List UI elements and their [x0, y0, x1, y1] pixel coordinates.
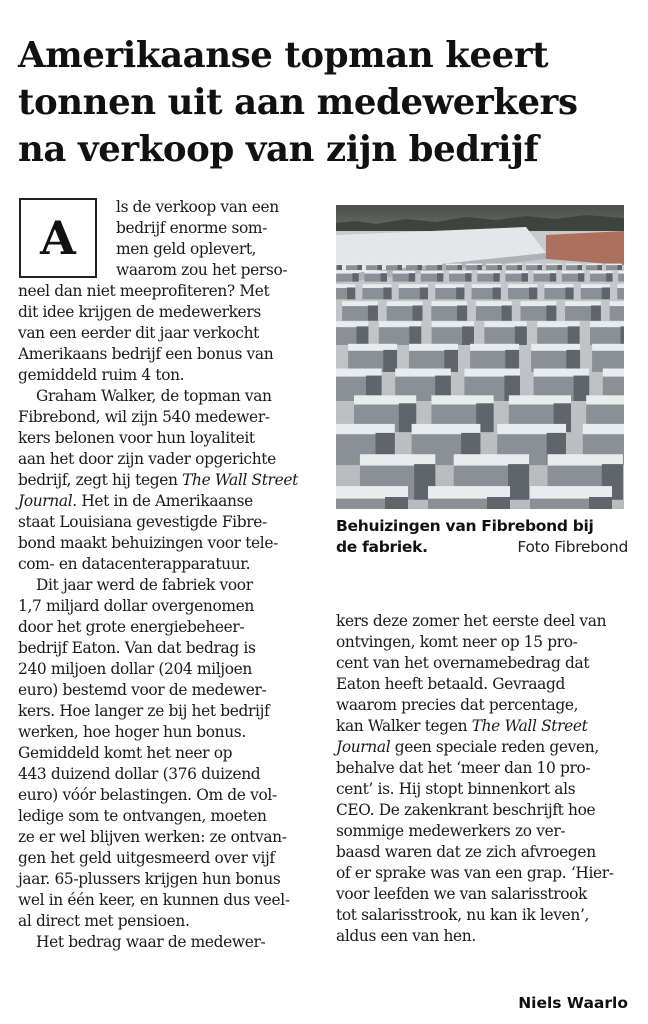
enclosure-roof — [412, 424, 481, 434]
body-line: Amerikaans bedrijf een bonus van — [18, 345, 274, 363]
enclosure-roof — [506, 264, 522, 266]
body-line: waarom zou het perso- — [116, 261, 288, 279]
enclosure-roof — [505, 271, 528, 274]
enclosure-side — [508, 464, 529, 500]
body-line: aldus een van hen. — [336, 927, 476, 945]
body-line — [336, 716, 632, 737]
enclosure-side — [538, 265, 543, 270]
enclosure-side — [589, 497, 612, 509]
enclosure-side — [546, 306, 556, 321]
enclosure-roof — [590, 321, 624, 327]
body-line: gen het geld uitgesmeerd over vijf — [18, 849, 275, 867]
enclosure-roof — [583, 424, 624, 434]
body-line: Fibrebond, wil zijn 540 medewer- — [18, 408, 270, 426]
body-line: cent’ is. Hij stopt binnenkort als — [336, 780, 576, 798]
enclosure-roof — [336, 284, 355, 288]
body-line — [336, 737, 632, 758]
enclosure-side — [413, 306, 423, 321]
enclosure-roof — [586, 264, 602, 266]
body-line: of er sprake was van een grap. ‘Hier- — [336, 864, 614, 882]
enclosure — [590, 326, 624, 345]
enclosure-roof — [484, 321, 526, 327]
body-line: Eaton heeft betaald. Gevraagd — [336, 675, 565, 693]
body-line: wel in één keer, en kunnen dus veel- — [18, 891, 290, 909]
enclosures-photo-illustration — [336, 205, 624, 509]
enclosure-side — [398, 265, 403, 270]
enclosure-side — [409, 326, 421, 345]
enclosure-side — [385, 497, 408, 509]
body-line: 443 duizend dollar (376 duizend — [18, 765, 261, 783]
enclosure — [610, 306, 624, 321]
enclosure-roof — [530, 486, 612, 499]
headline — [18, 32, 638, 173]
enclosure-roof — [544, 284, 573, 288]
enclosure-roof — [509, 395, 571, 404]
enclosure-side — [458, 265, 463, 270]
enclosure-side — [518, 265, 523, 270]
enclosure-roof — [431, 301, 467, 306]
drop-cap: A — [19, 198, 97, 278]
enclosure-side — [478, 265, 483, 270]
body-line: CEO. De zakenkrant beschrijft hoe — [336, 801, 596, 819]
body-line: baasd waren dat ze zich afvroegen — [336, 843, 596, 861]
enclosure-roof — [477, 271, 500, 274]
enclosure-side — [522, 273, 528, 281]
body-line: door het grote energiebeheer- — [18, 618, 245, 636]
enclosure-roof — [409, 344, 458, 351]
article-column-right — [336, 611, 632, 947]
body-text: bedrijf, zegt hij tegen — [18, 471, 183, 489]
body-line: al direct met pensioen. — [18, 912, 190, 930]
enclosure-roof — [526, 264, 542, 266]
enclosure-roof — [354, 395, 416, 404]
enclosure-side — [591, 306, 601, 321]
enclosure-side — [358, 265, 363, 270]
body-line: Dit jaar werd de fabriek voor — [36, 576, 253, 594]
enclosure-roof — [366, 264, 382, 266]
body-line: dit idee krijgen de medewerkers — [18, 303, 261, 321]
enclosure-roof — [346, 264, 362, 266]
enclosure-roof — [360, 454, 435, 465]
enclosure-side — [493, 273, 499, 281]
body-text: geen speciale reden geven, — [390, 738, 599, 756]
enclosure-side — [578, 273, 584, 281]
enclosure-roof — [464, 369, 520, 377]
enclosure-side — [598, 265, 603, 270]
body-line: Gemiddeld komt het neer op — [18, 744, 233, 762]
body-line: voor leefden we van salarisstrook — [336, 885, 588, 903]
enclosure-roof — [565, 301, 601, 306]
publication-name: The Wall Street — [471, 717, 588, 735]
enclosure-side — [438, 265, 443, 270]
body-text: kan Walker tegen — [336, 717, 472, 735]
enclosure-roof — [590, 271, 613, 274]
enclosure-roof — [486, 264, 502, 266]
enclosure-side — [465, 273, 471, 281]
enclosure-roof — [428, 486, 510, 499]
enclosure-roof — [537, 321, 579, 327]
enclosure-side — [368, 306, 378, 321]
body-line: van een eerder dit jaar verkocht — [18, 324, 259, 342]
enclosure-roof — [432, 321, 474, 327]
enclosure-side — [383, 350, 397, 372]
enclosure-roof — [470, 344, 519, 351]
enclosure-side — [487, 497, 510, 509]
enclosure-roof — [421, 271, 444, 274]
body-line: euro) vóór belastingen. Om de vol- — [18, 786, 277, 804]
enclosure-roof — [336, 271, 359, 274]
enclosure-roof — [426, 264, 442, 266]
body-line: Graham Walker, de topman van — [36, 387, 272, 405]
enclosure-roof — [466, 264, 482, 266]
article-column-left — [18, 197, 320, 953]
enclosure-side — [420, 288, 428, 300]
enclosure-roof — [508, 284, 537, 288]
enclosure-side — [606, 273, 612, 281]
body-line: sommige medewerkers zo ver- — [336, 822, 566, 840]
enclosure-side — [357, 326, 369, 345]
enclosure-roof — [435, 284, 464, 288]
enclosure-roof — [472, 284, 501, 288]
enclosure-roof — [336, 369, 382, 377]
enclosure-roof — [546, 264, 562, 266]
enclosure-roof — [379, 321, 421, 327]
body-line: ls de verkoop van een — [116, 198, 279, 216]
enclosure-roof — [581, 284, 610, 288]
body-line: kers. Hoe langer ze bij het bedrijf — [18, 702, 270, 720]
enclosure-side — [378, 265, 383, 270]
enclosure-side — [493, 288, 501, 300]
body-line: bedrijf enorme som- — [116, 219, 267, 237]
body-line: bedrijf Eaton. Van dat bedrag is — [18, 639, 256, 657]
enclosure-roof — [454, 454, 529, 465]
enclosure-side — [347, 288, 355, 300]
enclosure-side — [352, 273, 358, 281]
enclosure-side — [456, 288, 464, 300]
enclosure-side — [502, 306, 512, 321]
enclosure-roof — [566, 264, 582, 266]
enclosure-roof — [449, 271, 472, 274]
body-line: werken, hoe hoger hun bonus. — [18, 723, 246, 741]
body-line: waarom precies dat percentage, — [336, 696, 579, 714]
body-line: neel dan niet meeprofiteren? Met — [18, 282, 270, 300]
enclosure-side — [529, 288, 537, 300]
enclosure — [617, 288, 624, 300]
publication-name: Journal — [18, 492, 73, 510]
enclosure-side — [409, 273, 415, 281]
enclosure-roof — [548, 454, 623, 465]
body-line: ontvingen, komt neer op 15 pro- — [336, 633, 578, 651]
enclosure-side — [558, 265, 563, 270]
enclosure-side — [498, 265, 503, 270]
body-line: aan het door zijn vader opgerichte — [18, 450, 276, 468]
enclosure-side — [578, 265, 583, 270]
enclosure-roof — [342, 301, 378, 306]
body-line: behalve dat het ‘meer dan 10 pro- — [336, 759, 591, 777]
body-line: Het bedrag waar de medewer- — [36, 933, 266, 951]
body-line: gemiddeld ruim 4 ton. — [18, 366, 185, 384]
enclosure-roof — [534, 271, 557, 274]
enclosure-side — [565, 288, 573, 300]
enclosure-roof — [336, 264, 342, 266]
headline-line-1: Amerikaanse topman keert — [18, 34, 549, 76]
enclosure-roof — [406, 264, 422, 266]
enclosure-roof — [592, 344, 624, 351]
enclosure-roof — [610, 301, 624, 306]
body-line: 1,7 miljard dollar overgenomen — [18, 597, 254, 615]
photo-caption — [336, 516, 628, 558]
enclosure-roof — [336, 486, 408, 499]
enclosure-roof — [476, 301, 512, 306]
enclosure-side — [550, 273, 556, 281]
enclosure-roof — [562, 271, 585, 274]
body-line: men geld oplevert, — [116, 240, 257, 258]
enclosure-roof — [618, 271, 624, 274]
enclosure-side — [338, 265, 343, 270]
body-line: staat Louisiana gevestigde Fibre- — [18, 513, 267, 531]
enclosure-side — [383, 288, 391, 300]
body-line: com- en datacenterapparatuur. — [18, 555, 251, 573]
body-line: cent van het overnamebedrag dat — [336, 654, 590, 672]
enclosure-roof — [446, 264, 462, 266]
body-line — [18, 491, 320, 512]
enclosure-side — [618, 265, 623, 270]
enclosure-roof — [336, 321, 368, 327]
headline-line-3: na verkoop van zijn bedrijf — [18, 128, 539, 170]
enclosure — [618, 273, 624, 281]
body-line: jaar. 65-plussers krijgen hun bonus — [18, 870, 281, 888]
article-photo — [336, 205, 624, 509]
enclosure-roof — [617, 284, 624, 288]
photo-credit: Foto Fibrebond — [517, 538, 628, 556]
enclosure-side — [462, 326, 474, 345]
enclosure-roof — [606, 264, 622, 266]
enclosure-roof — [531, 344, 580, 351]
enclosure-roof — [603, 369, 624, 377]
enclosure-side — [602, 288, 610, 300]
enclosure-side — [418, 265, 423, 270]
enclosure-roof — [395, 369, 451, 377]
enclosure-roof — [399, 284, 428, 288]
enclosure-side — [568, 326, 580, 345]
publication-name: The Wall Street — [182, 471, 298, 489]
body-text: . Het in de Amerikaanse — [72, 492, 253, 510]
enclosure-roof — [431, 395, 493, 404]
body-line: tot salarisstrook, nu kan ik leven’, — [336, 906, 590, 924]
enclosure-side — [457, 306, 467, 321]
enclosure-side — [621, 326, 625, 345]
enclosure-roof — [364, 271, 387, 274]
enclosure-roof — [348, 344, 397, 351]
enclosure-side — [515, 326, 527, 345]
enclosure-roof — [387, 301, 423, 306]
enclosure-side — [381, 273, 387, 281]
enclosure-roof — [521, 301, 557, 306]
caption-title-line-2: de fabriek. — [336, 538, 428, 556]
publication-name: Journal — [336, 738, 391, 756]
headline-line-2: tonnen uit aan medewerkers — [18, 81, 578, 123]
caption-line-2 — [336, 537, 628, 558]
body-line: euro) bestemd voor de medewer- — [18, 681, 267, 699]
enclosure-roof — [497, 424, 566, 434]
enclosure-roof — [362, 284, 391, 288]
body-line: ze er wel blijven werken: ze ontvan- — [18, 828, 287, 846]
body-line: kers deze zomer het eerste deel van — [336, 612, 607, 630]
enclosure-roof — [393, 271, 416, 274]
body-line: bond maakt behuizingen voor tele- — [18, 534, 278, 552]
enclosure-roof — [534, 369, 590, 377]
body-line: kers belonen voor hun loyaliteit — [18, 429, 255, 447]
body-line: 240 miljoen dollar (204 miljoen — [18, 660, 252, 678]
byline: Niels Waarlo — [518, 994, 628, 1012]
body-line: ledige som te ontvangen, moeten — [18, 807, 267, 825]
body-line — [18, 470, 320, 491]
caption-title-line-1: Behuizingen van Fibrebond bij — [336, 517, 594, 535]
enclosure-roof — [586, 395, 624, 404]
enclosure-roof — [336, 424, 395, 434]
enclosure-roof — [386, 264, 402, 266]
enclosure-side — [437, 273, 443, 281]
